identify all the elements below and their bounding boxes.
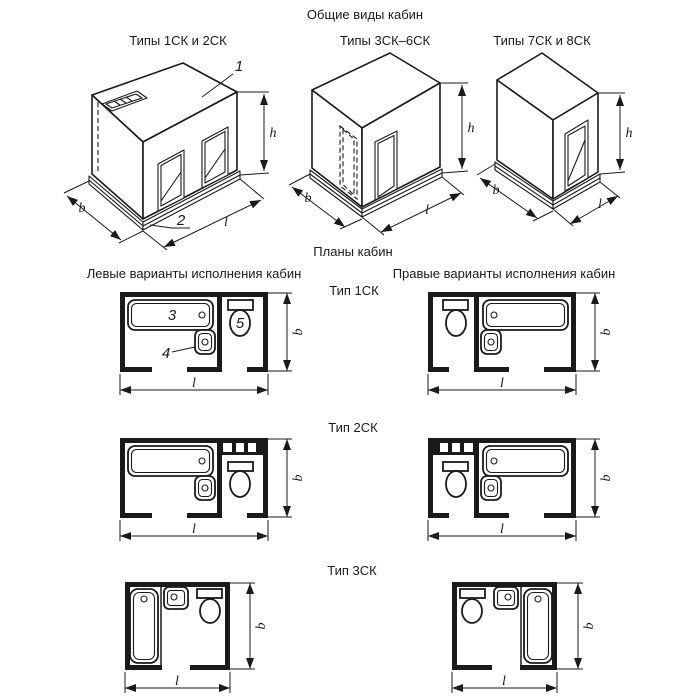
subtitle-types-7-8: Типы 7СК и 8СК bbox=[493, 33, 591, 48]
dimension-l bbox=[125, 672, 230, 693]
toilet bbox=[443, 462, 468, 497]
dim-l-label: l bbox=[598, 197, 602, 212]
callout-floor-label: 2 bbox=[176, 212, 186, 229]
dim-h-label: h bbox=[467, 121, 475, 136]
dimension-b bbox=[268, 293, 306, 371]
plan-geometry bbox=[428, 292, 576, 372]
dim-l-label: l bbox=[175, 674, 179, 689]
plan-geometry bbox=[452, 582, 557, 670]
vent-cells bbox=[440, 443, 473, 452]
dim-b-label: b bbox=[599, 474, 614, 482]
dim-l-label: l bbox=[500, 522, 504, 537]
washbasin bbox=[195, 330, 215, 354]
subtitle-types-3-6: Типы 3СК–6СК bbox=[339, 33, 431, 48]
dim-b-label: b bbox=[254, 622, 269, 630]
general-view-types-7-8 bbox=[475, 50, 660, 240]
washbasin bbox=[195, 476, 215, 500]
plan-1ck-left bbox=[105, 290, 310, 402]
general-view-types-3-6 bbox=[285, 50, 480, 240]
washbasin bbox=[481, 476, 501, 500]
dimension-l bbox=[452, 672, 557, 693]
plan-3ck-right bbox=[405, 580, 610, 700]
toilet bbox=[197, 589, 222, 623]
dimension-h bbox=[440, 83, 475, 173]
plan-geometry bbox=[125, 582, 230, 670]
general-view-types-1-2 bbox=[40, 50, 295, 250]
dim-b-label: b bbox=[291, 328, 306, 336]
dimension-h bbox=[237, 92, 277, 175]
bathtub bbox=[524, 589, 552, 663]
dimension-l bbox=[428, 520, 576, 541]
dimension-l bbox=[428, 374, 576, 395]
right-variants-title: Правые варианты исполнения кабин bbox=[392, 266, 616, 281]
plan-2ck-left bbox=[105, 436, 310, 548]
dimension-b bbox=[557, 583, 597, 669]
dim-l-label: l bbox=[192, 522, 196, 537]
plan-geometry bbox=[428, 438, 576, 518]
plans-title: Планы кабин bbox=[313, 244, 393, 259]
callout-washbasin-label: 4 bbox=[161, 345, 171, 362]
dim-l-label: l bbox=[192, 376, 196, 391]
dimension-b bbox=[230, 583, 269, 669]
dim-b-label: b bbox=[291, 474, 306, 482]
dimension-b bbox=[268, 439, 306, 517]
dim-b-label: b bbox=[304, 191, 312, 206]
toilet bbox=[460, 589, 485, 623]
plan-1ck-right bbox=[405, 290, 614, 402]
toilet bbox=[443, 300, 468, 336]
washbasin bbox=[164, 587, 188, 609]
toilet bbox=[228, 462, 253, 497]
callout-bath-label: 3 bbox=[167, 307, 177, 324]
dim-b-label: b bbox=[78, 201, 86, 216]
dim-b-label: b bbox=[582, 622, 597, 630]
bathtub bbox=[483, 446, 568, 476]
washbasin bbox=[481, 330, 501, 354]
plan-type-3-title: Тип 3СК bbox=[327, 563, 377, 578]
dimension-b bbox=[576, 293, 614, 371]
left-variants-title: Левые варианты исполнения кабин bbox=[86, 266, 302, 281]
main-title: Общие виды кабин bbox=[306, 7, 424, 22]
dimension-h bbox=[598, 93, 633, 174]
vent-cells bbox=[223, 443, 256, 452]
dim-b-label: b bbox=[492, 183, 500, 198]
plan-3ck-left bbox=[105, 580, 310, 700]
dim-l-label: l bbox=[502, 674, 506, 689]
door-opening-front bbox=[375, 131, 397, 200]
plan-2ck-right bbox=[405, 436, 614, 548]
dim-h-label: h bbox=[625, 126, 633, 141]
dim-l-label: l bbox=[224, 215, 228, 230]
bathtub bbox=[130, 589, 158, 663]
dim-b-label: b bbox=[599, 328, 614, 336]
bathtub bbox=[483, 300, 568, 330]
plan-geometry bbox=[120, 292, 268, 372]
dimension-b bbox=[576, 439, 614, 517]
subtitle-types-1-2: Типы 1СК и 2СК bbox=[129, 33, 227, 48]
dim-l-label: l bbox=[500, 376, 504, 391]
callout-toilet-label: 5 bbox=[235, 315, 245, 332]
bathtub bbox=[128, 446, 213, 476]
washbasin bbox=[494, 587, 518, 609]
dimension-l bbox=[120, 520, 268, 541]
callout-roof-label: 1 bbox=[234, 58, 244, 75]
plan-type-1-title: Тип 1СК bbox=[329, 283, 379, 298]
plan-geometry bbox=[120, 438, 268, 518]
callout-washbasin-leader bbox=[172, 347, 195, 352]
dim-l-label: l bbox=[425, 203, 429, 218]
plan-type-2-title: Тип 2СК bbox=[328, 420, 378, 435]
dimension-l bbox=[120, 374, 268, 395]
dim-h-label: h bbox=[269, 126, 277, 141]
